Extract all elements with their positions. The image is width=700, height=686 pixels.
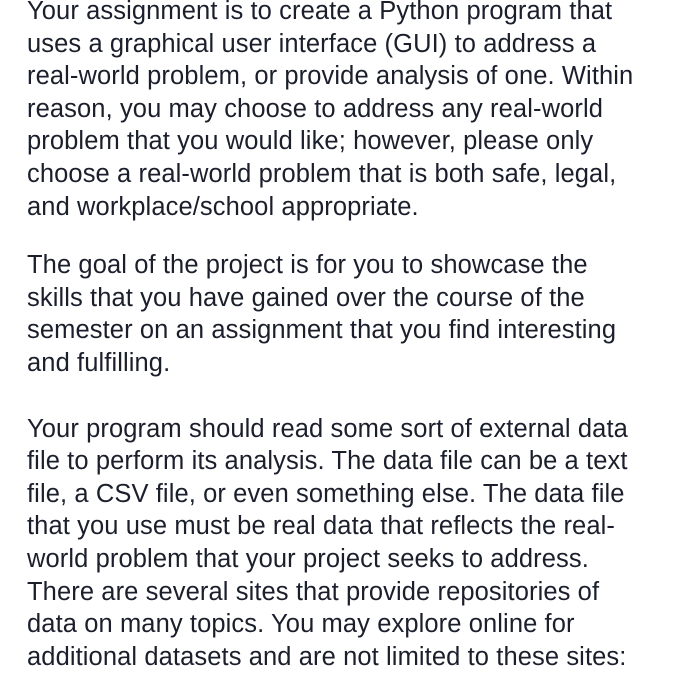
paragraph-data-file [27,413,687,674]
text-line: skills that you have gained over the course of the [27,283,585,312]
text-line: world problem that your project seeks to address. [27,544,589,573]
text-line: problem that you would like; however, please only [27,127,594,156]
text-line: The goal of the project is for you to showcase the [27,251,588,280]
text-line: additional datasets and are not limited to these sites: [27,642,627,671]
text-line: There are several sites that provide repositories of [27,577,600,606]
text-line: Your assignment is to create a Python program that [27,0,613,25]
paragraph-goal [27,249,687,379]
text-line: reason, you may choose to address any real-world [27,94,604,123]
text-line: and fulfilling. [27,348,171,377]
text-line: file, a CSV file, or even something else. The data file [27,479,625,508]
text-line: data on many topics. You may explore online for [27,610,575,639]
text-line: Your program should read some sort of external data [27,414,628,443]
text-line: file to perform its analysis. The data file can be a text [27,447,628,476]
text-line: that you use must be real data that reflects the real- [27,512,615,541]
text-line: and workplace/school appropriate. [27,192,419,221]
document-body [27,0,687,673]
text-line: semester on an assignment that you find interesting [27,316,617,345]
text-line: choose a real-world problem that is both safe, legal, [27,159,617,188]
text-line: real-world problem, or provide analysis of one. Within [27,62,634,91]
text-line: uses a graphical user interface (GUI) to address a [27,29,597,58]
paragraph-assignment [27,0,687,223]
